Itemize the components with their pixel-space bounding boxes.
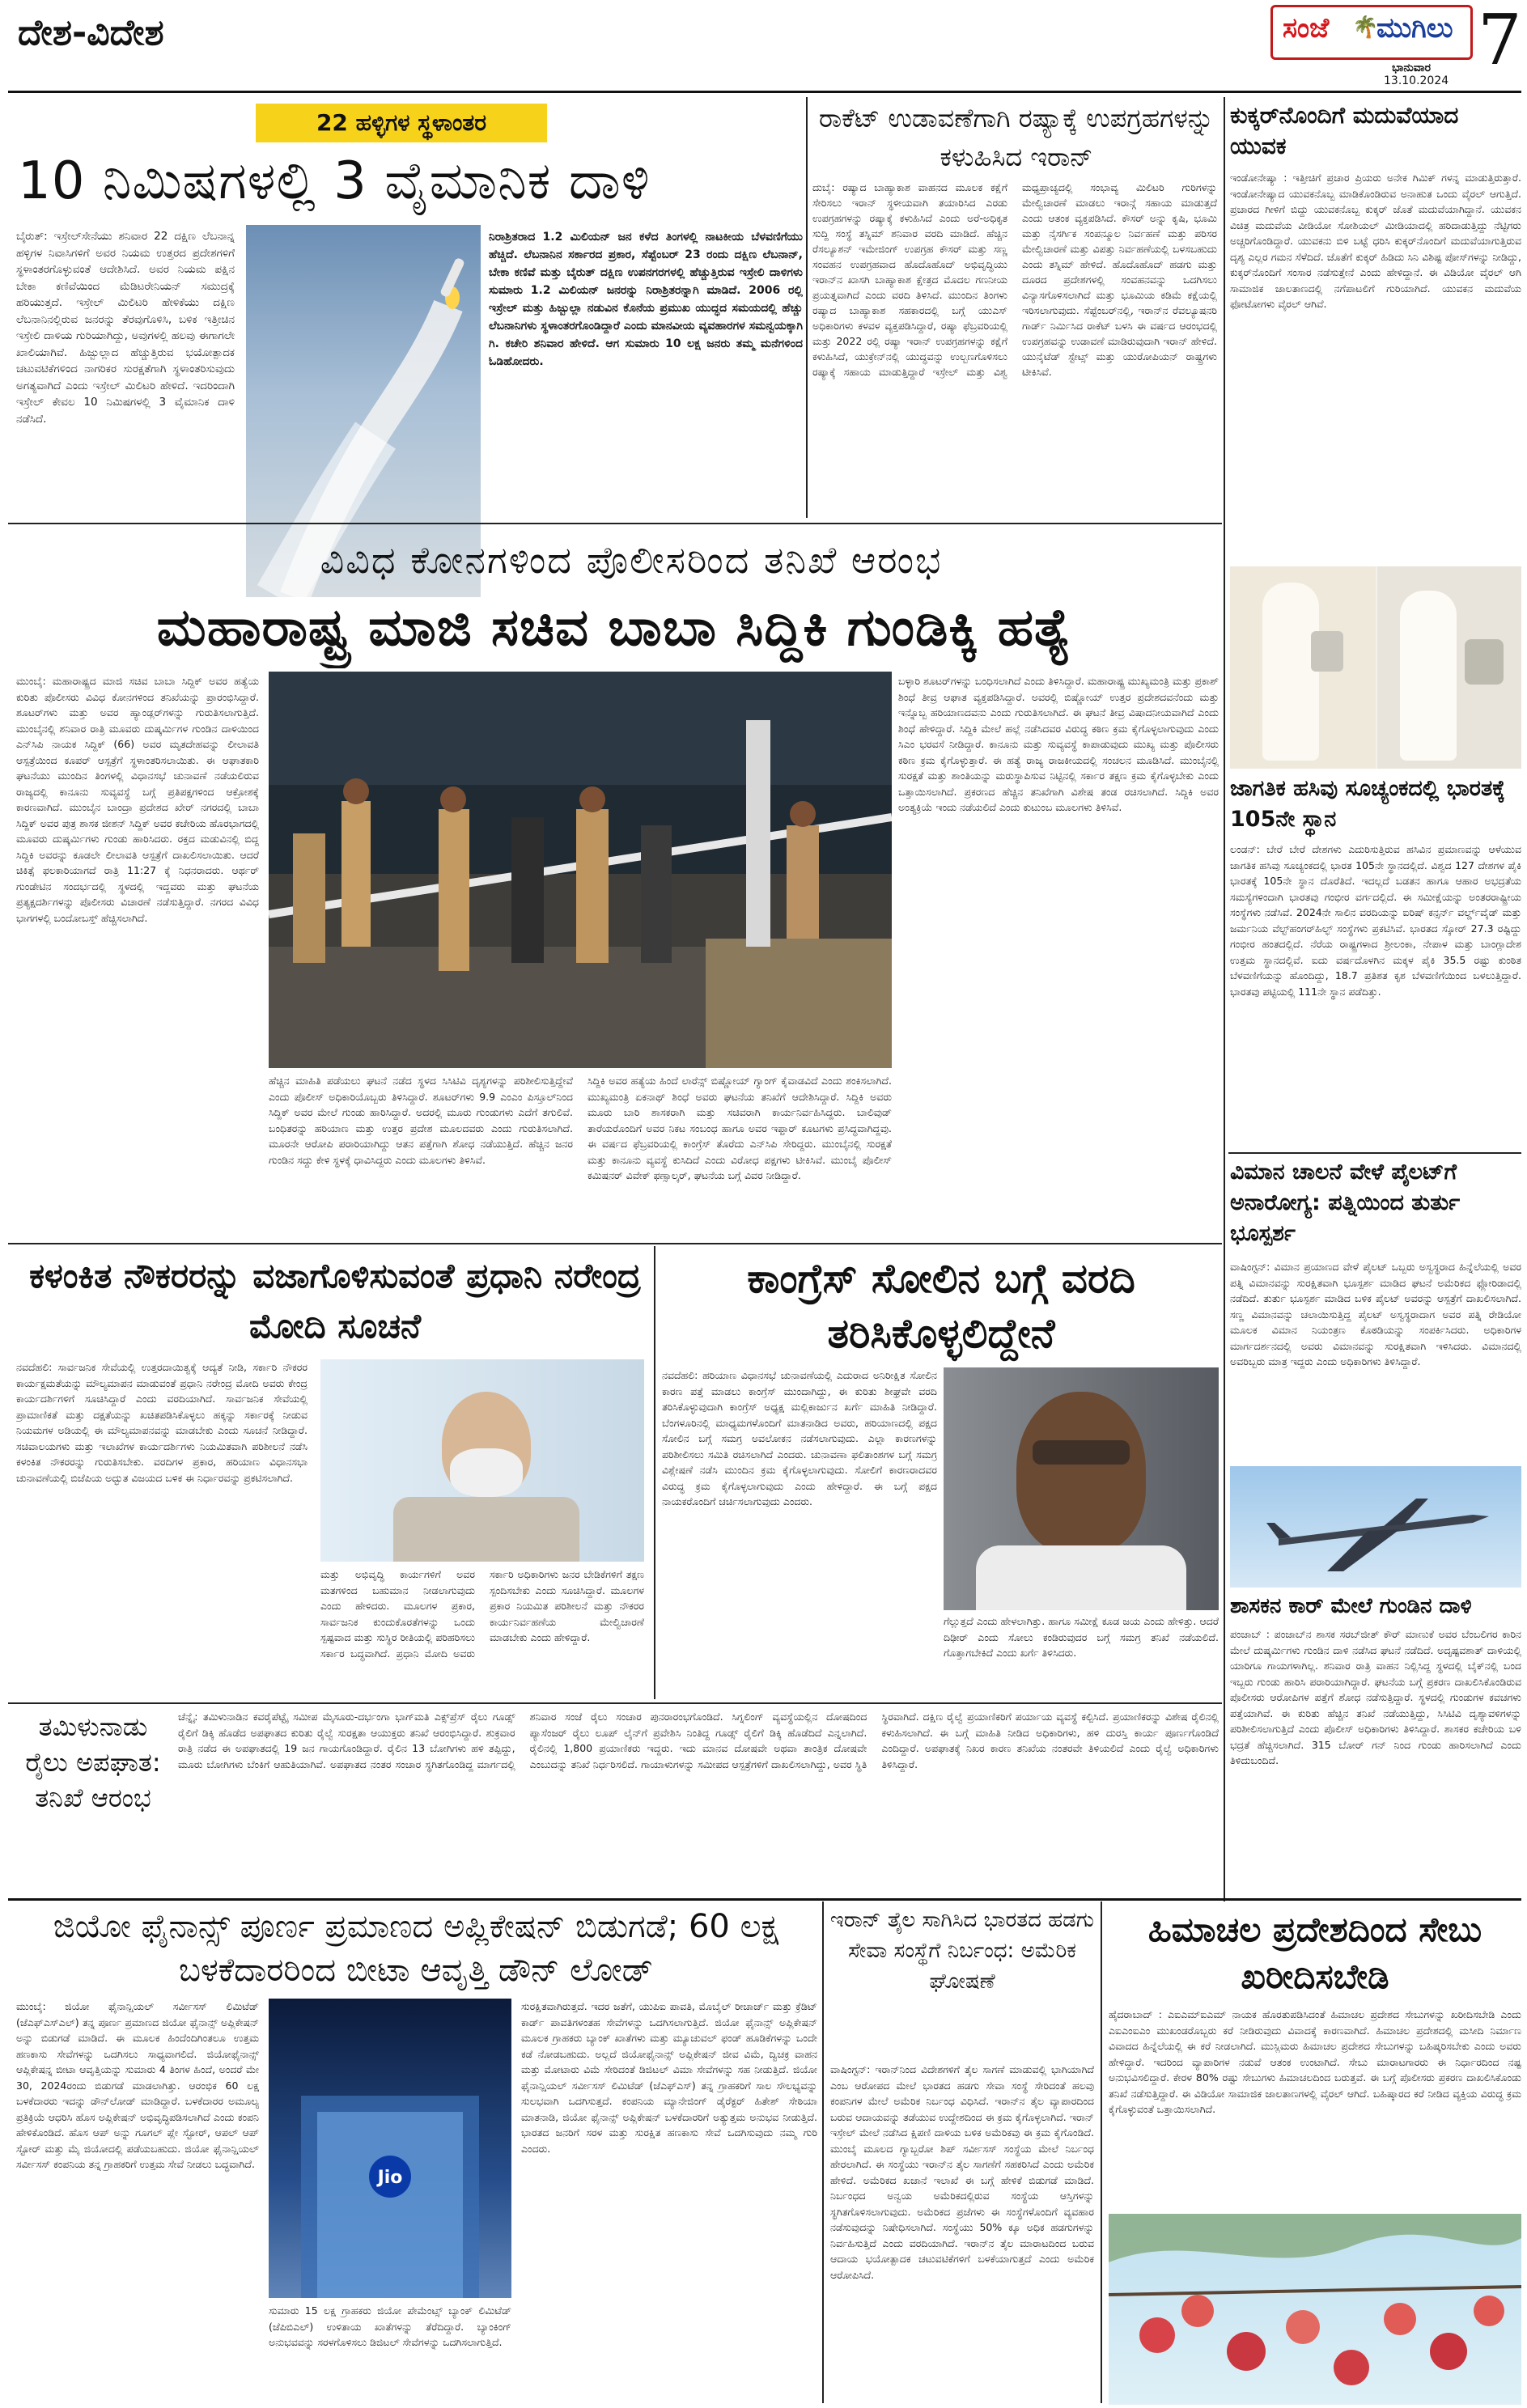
masthead <box>1270 5 1523 87</box>
a13-body: ಹೈದರಾಬಾದ್ : ಎಐಎಮ್‌ಐಎಮ್ ನಾಯಕ ಹೊರತುಪಡಿಸಿದಂತೆ ಹಿಮಾಚಲ ಪ್ರದೇಶದ ಸೇಬುಗಳನ್ನು ಖರೀದಿಸಬೇಡಿ ಎಂದು ಎಐಎಂಐಎಂ ಮುಖಂಡರೊಬ್ಬರು ಕರೆ ನೀಡಿರುವುದು ವಿವಾದಕ್ಕೆ ಕಾರಣವಾಗಿದೆ. ಹಿಮಾಚಲ ಪ್ರದೇಶದಲ್ಲಿ ಮಸೀದಿ ನಿರ್ಮಾಣ ವಿವಾದದ ಹಿನ್ನೆಲೆಯಲ್ಲಿ ಈ ಕರೆ ನೀಡಲಾಗಿದೆ. ಮುಸ್ಲಿಮರು ಹಿಮಾಚಲ ಪ್ರದೇಶದ ಸೇಬುಗಳನ್ನು ಬಹಿಷ್ಕರಿಸಬೇಕು ಎಂದು ಅವರು ಹೇಳಿದ್ದಾರೆ. ಇದರಿಂದ ವ್ಯಾಪಾರಿಗಳ ನಡುವೆ ಆತಂಕ ಉಂಟಾಗಿದೆ. ಸೇಬು ಮಾರಾಟಗಾರರು ಈ ನಿರ್ಧಾರದಿಂದ ನಷ್ಟ ಅನುಭವಿಸಲಿದ್ದಾರೆ. ಕೇರಳ 80% ರಷ್ಟು ಸೇಬುಗಳು ಹಿಮಾಚಲದಿಂದ ಬರುತ್ತವೆ. ಈ ಬಗ್ಗೆ ಪೊಲೀಸರು ಪ್ರಕರಣ ದಾಖಲಿಸಿಕೊಂಡು ತನಿಖೆ ನಡೆಸುತ್ತಿದ್ದಾರೆ. ಈ ವಿಡಿಯೋ ಸಾಮಾಜಿಕ ಜಾಲತಾಣಗಳಲ್ಲಿ ವೈರಲ್ ಆಗಿದೆ. ಬಹಿಷ್ಕಾರದ ಕರೆ ನೀಡಿದ ವ್ಯಕ್ತಿಯ ವಿರುದ್ಧ ಕ್ರಮ ಕೈಗೊಳ್ಳುವಂತೆ ಒತ್ತಾಯಿಸಲಾಗಿದೆ. <box>1109 2008 1521 2115</box>
a6-body: ಪಂಜಾಬ್ : ಪಂಜಾಬ್‌ನ ಶಾಸಕ ಸರಬ್‌ಜೀತ್ ಕೌರ್ ಮಾಣುಕೆ ಅವರ ಬೆಂಬಲಿಗರ ಕಾರಿನ ಮೇಲೆ ದುಷ್ಕರ್ಮಿಗಳು ಗುಂಡಿನ ದಾಳಿ ನಡೆಸಿದ ಘಟನೆ ನಡೆದಿದೆ. ಅದೃಷ್ಟವಶಾತ್ ದಾಳಿಯಲ್ಲಿ ಯಾರಿಗೂ ಗಾಯಗಳಾಗಿಲ್ಲ. ಶನಿವಾರ ರಾತ್ರಿ ವಾಹನ ನಿಲ್ಲಿಸಿದ್ದ ಸ್ಥಳದಲ್ಲಿ ಬೈಕ್‌ನಲ್ಲಿ ಬಂದ ಇಬ್ಬರು ಗುಂಡು ಹಾರಿಸಿ ಪರಾರಿಯಾಗಿದ್ದಾರೆ. ಘಟನೆಯ ಬಗ್ಗೆ ಪ್ರಕರಣ ದಾಖಲಿಸಿಕೊಂಡಿರುವ ಪೊಲೀಸರು ಆರೋಪಿಗಳ ಪತ್ತೆಗೆ ಶೋಧ ನಡೆಸುತ್ತಿದ್ದಾರೆ. ಸ್ಥಳದಲ್ಲಿ ಗುಂಡುಗಳ ಕವಚಗಳು ಪತ್ತೆಯಾಗಿವೆ. ಈ ಕುರಿತು ಹೆಚ್ಚಿನ ತನಿಖೆ ನಡೆಯುತ್ತಿದ್ದು, ಸಿಸಿಟಿವಿ ದೃಶ್ಯಾವಳಿಗಳನ್ನು ಪರಿಶೀಲಿಸಲಾಗುತ್ತಿದೆ ಎಂದು ಪೊಲೀಸ್ ಅಧಿಕಾರಿಗಳು ತಿಳಿಸಿದ್ದಾರೆ. ಶಾಸಕರ ಕಚೇರಿಯ ಬಳಿ ಭದ್ರತೆ ಹೆಚ್ಚಿಸಲಾಗಿದೆ. 315 ಬೋರ್ ಗನ್ ನಿಂದ ಗುಂಡು ಹಾರಿಸಲಾಗಿದೆ ಎಂದು ತಿಳಿದುಬಂದಿದೆ. <box>1230 1628 1521 1766</box>
a1-headline: 10 ನಿಮಿಷಗಳಲ್ಲಿ 3 ವೈಮಾನಿಕ ದಾಳಿ <box>18 151 651 211</box>
a5-headline: ವಿಮಾನ ಚಾಲನೆ ವೇಳೆ ಪೈಲಟ್‌ಗೆ ಅನಾರೋಗ್ಯ: ಪತ್ನಿಯಿಂದ ತುರ್ತು ಭೂಸ್ಪರ್ಶ <box>1230 1159 1461 1246</box>
date-label: 13.10.2024 <box>1384 74 1449 87</box>
a1-body-right: ನಿರಾಶ್ರಿತರಾದ 1.2 ಮಿಲಿಯನ್ ಜನ ಕಳೆದ ತಿಂಗಳಲ್ಲಿ ನಾಟಕೀಯ ಬೆಳವಣಿಗೆಯು ಹೆಚ್ಚಿದೆ. ಲೆಬನಾನಿನ ಸರ್ಕಾರದ ಪ್ರಕಾರ, ಸೆಪ್ಟೆಂಬರ್ 23 ರಂದು ದಕ್ಷಿಣ ಲೆಬನಾನ್, ಬೇಕಾ ಕಣಿವೆ ಮತ್ತು ಬೈರುತ್ ದಕ್ಷಿಣ ಉಪನಗರಗಳಲ್ಲಿ ಹೆಚ್ಚುತ್ತಿರುವ ಇಸ್ರೇಲಿ ದಾಳಿಗಳು ಸುಮಾರು 1.2 ಮಿಲಿಯನ್ ಜನರನ್ನು ನಿರಾಶ್ರಿತರನ್ನಾಗಿ ಮಾಡಿದೆ. 2006 ರಲ್ಲಿ ಇಸ್ರೇಲ್ ಮತ್ತು ಹಿಜ್ಬುಲ್ಲಾ ನಡುವಿನ ಕೊನೆಯ ಪ್ರಮುಖ ಯುದ್ಧದ ಸಮಯದಲ್ಲಿ ಹೆಚ್ಚು ಲೆಬನಾನಿಗಳು ಸ್ಥಳಾಂತರಗೊಂಡಿದ್ದಾರೆ ಎಂದು ಮಾನವೀಯ ವ್ಯವಹಾರಗಳ ಸಮನ್ವಯಕ್ಕಾಗಿ ಗಿ. ಕಚೇರಿ ಶನಿವಾರ ಹೇಳಿದೆ. ಆಗ ಸುಮಾರು 10 ಲಕ್ಷ ಜನರು ತಮ್ಮ ಮನೆಗಳಿಂದ ಓಡಿಹೋದರು. <box>489 231 803 368</box>
airplane-photo <box>1230 1466 1521 1588</box>
a9-headline: ಕಾಂಗ್ರೆಸ್ ಸೋಲಿನ ಬಗ್ಗೆ ವರದಿ ತರಿಸಿಕೊಳ್ಳಲಿದ್ದೇನೆ <box>747 1255 1135 1357</box>
page-number: 7 <box>1478 5 1522 81</box>
a12-headline: ಇರಾನ್ ತೈಲ ಸಾಗಿಸಿದ ಭಾರತದ ಹಡಗು ಸೇವಾ ಸಂಸ್ಥೆಗೆ ನಿರ್ಬಂಧ: ಅಮೆರಿಕ ಘೋಷಣೆ <box>829 1908 1095 1994</box>
a3-body: ಇಂಡೋನೇಷ್ಯಾ : ಇತ್ತೀಚಿಗೆ ಪ್ರಚಾರ ಪ್ರಿಯರು ಅನೇಕ ಗಿಮಿಕ್ ಗಳನ್ನ ಮಾಡುತ್ತಿರುತ್ತಾರೆ. ಇಂಡೋನೇಷ್ಯಾದ ಯುವಕನೊಬ್ಬ ಮಾಡಿಕೊಂಡಿರುವ ಅನಾಹುತ ಒಂದು ವೈರಲ್ ಆಗುತ್ತಿದೆ. ಪ್ರಚಾರದ ಗೀಳಿಗೆ ಬಿದ್ದು ಯುವಕನೊಬ್ಬ ಕುಕ್ಕರ್ ಜೊತೆ ಮದುವೆಯಾಗಿದ್ದಾನೆ. ಯುವಕನ ವಿಚಿತ್ರ ಮದುವೆಯ ವೀಡಿಯೋ ಸೋಶಿಯಲ್ ಮೀಡಿಯಾದಲ್ಲಿ ಹರಿದಾಡುತ್ತಿದ್ದು ನೆಟ್ಟಿಗರು ಅಚ್ಚರಿಗೊಂಡಿದ್ದಾರೆ. ಯುವಕನು ಬಿಳಿ ಬಟ್ಟೆ ಧರಿಸಿ ಕುಕ್ಕರ್‌ನೊಂದಿಗೆ ಮದುವೆಯಾಗುತ್ತಿರುವ ದೃಶ್ಯ ಎಲ್ಲರ ಗಮನ ಸೆಳೆದಿದೆ. ಜೊತೆಗೆ ಕುಕ್ಕರ್ ಹಿಡಿದು ಸಿನಿ ವಿಶಿಷ್ಟ ಪೋಸ್‌ಗಳನ್ನು ನೀಡಿದ್ದು, ಕುಕ್ಕರ್‌ನೊಂದಿಗೆ ಸಂಸಾರ ನಡೆಸುತ್ತೇನೆ ಎಂದು ಹೇಳಿದ್ದಾನೆ. ಈ ವಿಡಿಯೋ ವೈರಲ್ ಆಗಿ ಸಾಮಾಜಿಕ ಜಾಲತಾಣದಲ್ಲಿ ನಗೆಪಾಟಲಿಗೆ ಗುರಿಯಾಗಿದೆ. ಯುವಕನ ಮದುವೆಯ ಫೋಟೋಗಳು ವೈರಲ್ ಆಗಿವೆ. <box>1230 172 1521 310</box>
a11-body-mid: ಸುರಕ್ಷಿತವಾಗಿರುತ್ತದೆ. ಇದರ ಜತೆಗೆ, ಯುಪಿಐ ಪಾವತಿ, ಮೊಬೈಲ್ ರೀಚಾರ್ಜ್ ಮತ್ತು ಕ್ರೆಡಿಟ್ ಕಾರ್ಡ್ ಪಾವತಿಗಳಂತಹ ಸೇವೆಗಳನ್ನು ಒದಗಿಸಲಾಗುತ್ತಿದೆ. ಜಿಯೋ ಫೈನಾನ್ಸ್ ಅಪ್ಲಿಕೇಷನ್ ಮೂಲಕ ಗ್ರಾಹಕರು ಬ್ಯಾಂಕ್ ಖಾತೆಗಳು ಮತ್ತು ಮ್ಯೂಚುವಲ್ ಫಂಡ್ ಹೂಡಿಕೆಗಳನ್ನು ಒಂದೇ ಕಡೆ ನೋಡಬಹುದು. ಅಲ್ಲದೆ ಜಿಯೋಫೈನಾನ್ಸ್ ಅಪ್ಲಿಕೇಷನ್ ಜೀವ ವಿಮೆ, ದ್ವಿಚಕ್ರ ವಾಹನ ಮತ್ತು ಮೋಟಾರು ವಿಮೆ ಸೇರಿದಂತೆ ಡಿಜಿಟಲ್ ವಿಮಾ ಸೇವೆಗಳನ್ನು ಸಹ ನೀಡುತ್ತಿದೆ. ಜಿಯೋ ಫೈನಾನ್ಷಿಯಲ್ ಸರ್ವೀಸಸ್ ಲಿಮಿಟೆಡ್ (ಜೆಎಫ್ಎಸ್) ತನ್ನ ಗ್ರಾಹಕರಿಗೆ ಸಾಲ ಸೌಲಭ್ಯವನ್ನು ಸುಲಭವಾಗಿ ಒದಗಿಸುತ್ತದೆ. ಕಂಪನಿಯ ಮ್ಯಾನೇಜಿಂಗ್ ಡೈರೆಕ್ಟರ್ ಹಿತೇಶ್ ಸೇಠಿಯಾ ಮಾತನಾಡಿ, ಜಿಯೋ ಫೈನಾನ್ಸ್ ಅಪ್ಲಿಕೇಷನ್ ಬಳಕೆದಾರರಿಗೆ ಅತ್ಯುತ್ತಮ ಅನುಭವ ನೀಡುತ್ತಿದೆ. ಭಾರತದ ಜನರಿಗೆ ಸರಳ ಮತ್ತು ಸುರಕ್ಷಿತ ಹಣಕಾಸು ಸೇವೆ ಒದಗಿಸುವುದು ನಮ್ಮ ಗುರಿ ಎಂದರು. <box>521 2000 817 2155</box>
a1-body-left: ಬೈರುತ್: ಇಸ್ರೇಲ್‌ಸೇನೆಯು ಶನಿವಾರ 22 ದಕ್ಷಿಣ ಲೆಬನಾನ್ನ ಹಳ್ಳಿಗಳ ನಿವಾಸಿಗಳಿಗೆ ಅವರ ನಿಯಮ ಉತ್ತರದ ಪ್ರದೇಶಗಳಿಗೆ ಸ್ಥಳಾಂತರಗೊಳ್ಳುವಂತೆ ಆದೇಶಿಸಿದೆ. ಅವರ ನಿಯಮ ಪಕ್ಷಿನ ಬೇಕಾ ಕಣಿವೆಯಿಂದ ಮೆಡಿಟರೇನಿಯನ್ ಸಮುದ್ರಕ್ಕೆ ಹರಿಯುತ್ತದೆ. ಇಸ್ರೇಲ್ ಮಿಲಿಟರಿ ಹೇಳಿಕೆಯು ದಕ್ಷಿಣ ಲೆಬನಾನಿನಲ್ಲಿರುವ ಜನರನ್ನು ತೆರವುಗೊಳಿಸಿ, ಬಳಿಕ ಇತ್ತೀಚಿನ ಇಸ್ರೇಲಿ ದಾಳಿಯ ಗುರಿಯಾಗಿದ್ದು, ಅವುಗಳಲ್ಲಿ ಹಲವು ಈಗಾಗಲೇ ಖಾಲಿಯಾಗಿವೆ. ಹಿಜ್ಬುಲ್ಲಾದ ಹೆಚ್ಚುತ್ತಿರುವ ಭಯೋತ್ಪಾದಕ ಚಟುವಟಿಕೆಗಳಿಂದ ನಾಗರಿಕರ ಸುರಕ್ಷತೆಗಾಗಿ ಸ್ಥಳಾಂತರಿಸುವುದು ಅಗತ್ಯವಾಗಿದೆ ಎಂದು ಇಸ್ರೇಲ್ ಮಿಲಿಟರಿ ಹೇಳಿದೆ. ಇದರಿಂದಾಗಿ ಇಸ್ರೇಲ್ ಕೇವಲ 10 ನಿಮಿಷಗಳಲ್ಲಿ 3 ವೈಮಾನಿಕ ದಾಳಿ ನಡೆಸಿದೆ. <box>16 230 235 426</box>
a1-kicker: 22 ಹಳ್ಳಿಗಳ ಸ್ಥಳಾಂತರ <box>256 104 547 142</box>
day-label: ಭಾನುವಾರ <box>1392 61 1432 74</box>
jio-building-photo <box>269 1999 511 2298</box>
a7-body-left: ಮುಂಬೈ: ಮಹಾರಾಷ್ಟ್ರದ ಮಾಜಿ ಸಚಿವ ಬಾಬಾ ಸಿದ್ದಿಕ್ ಅವರ ಹತ್ಯೆಯ ಕುರಿತು ಪೊಲೀಸರು ವಿವಿಧ ಕೋನಗಳಿಂದ ತನಿಖೆಯನ್ನು ಪ್ರಾರಂಭಿಸಿದ್ದಾರೆ. ಶೂಟರ್‌ಗಳು ಮತ್ತು ಅವರ ಹ್ಯಾಂಡ್ಲರ್‌ಗಳನ್ನು ಗುರುತಿಸಲಾಗುತ್ತಿದೆ. ಮುಂಬೈನಲ್ಲಿ ಶನಿವಾರ ರಾತ್ರಿ ಮೂವರು ದುಷ್ಕರ್ಮಿಗಳ ಗುಂಡಿನ ದಾಳಿಯಿಂದ ಎನ್‌ಸಿಪಿ ನಾಯಕ ಸಿದ್ದಿಕ್ (66) ಅವರ ಮೃತದೇಹವನ್ನು ಲೀಲಾವತಿ ಆಸ್ಪತ್ರೆಯಿಂದ ಕೂಪರ್ ಆಸ್ಪತ್ರೆಗೆ ಸ್ಥಳಾಂತರಿಸಲಾಯಿತು. ಈ ಆಘಾತಕಾರಿ ಘಟನೆಯು ಮುಂದಿನ ತಿಂಗಳಲ್ಲಿ ವಿಧಾನಸಭೆ ಚುನಾವಣೆ ನಡೆಯಲಿರುವ ರಾಜ್ಯದಲ್ಲಿ ಕಾನೂನು ಸುವ್ಯವಸ್ಥೆ ಬಗ್ಗೆ ಪ್ರತಿಪಕ್ಷಗಳಿಂದ ಆಕ್ರೋಶಕ್ಕೆ ಕಾರಣವಾಗಿದೆ. ಮುಂಬೈನ ಬಾಂದ್ರಾ ಪ್ರದೇಶದ ಖೇರ್ ನಗರದಲ್ಲಿ ಬಾಬಾ ಸಿದ್ದಿಕ್ ಅವರ ಪುತ್ರ ಶಾಸಕ ಜೀಶನ್ ಸಿದ್ದಿಕ್ ಅವರ ಕಚೇರಿಯ ಹೊರಭಾಗದಲ್ಲಿ ಮೂವರು ದುಷ್ಕರ್ಮಿಗಳು ಗುಂಡು ಹಾರಿಸಿದರು. ರಕ್ತದ ಮಡುವಿನಲ್ಲಿ ಬಿದ್ದ ಸಿದ್ದಿಕಿ ಅವರನ್ನು ಕೂಡಲೇ ಲೀಲಾವತಿ ಆಸ್ಪತ್ರೆಗೆ ದಾಖಲಿಸಲಾಯಿತು. ಆದರೆ ಚಿಕಿತ್ಸೆ ಫಲಕಾರಿಯಾಗದೆ ರಾತ್ರಿ 11:27 ಕ್ಕೆ ನಿಧನರಾದರು. ಆರ್ಥರ್ ಗುಂಡೇಟಿನ ಸಂದರ್ಭದಲ್ಲಿ ಸ್ಥಳದಲ್ಲಿ ಇದ್ದವರು ಮತ್ತು ಘಟನೆಯ ಪ್ರತ್ಯಕ್ಷದರ್ಶಿಗಳನ್ನು ಪೊಲೀಸರು ವಿಚಾರಣೆ ನಡೆಸುತ್ತಿದ್ದಾರೆ. ನಗರದ ವಿವಿಧ ಭಾಗಗಳಲ್ಲಿ ಬಂದೋಬಸ್ತ್ ಹೆಚ್ಚಿಸಲಾಗಿದೆ. <box>16 675 259 924</box>
kharge-photo <box>944 1367 1219 1610</box>
section-title: ದೇಶ-ವಿದೇಶ <box>18 12 164 53</box>
a9-body-bottom: ಗೆಲ್ಲುತ್ತದೆ ಎಂದು ಹೇಳಲಾಗಿತ್ತು. ಹಾಗೂ ಸಮೀಕ್ಷೆ ಕೂಡ ಜಯ ಎಂದು ಹೇಳಿತ್ತು. ಆದರೆ ದಿಢೀರ್ ಎಂದು ಸೋಲು ಕಂಡಿರುವುದರ ಬಗ್ಗೆ ಸಮಗ್ರ ತನಿಖೆ ನಡೆಯಲಿದೆ. ಗೊತ್ತಾಗಬೇಕಿದೆ ಎಂದು ಖರ್ಗೆ ತಿಳಿಸಿದರು. <box>944 1615 1219 1659</box>
a2-body: ದುಬೈ: ರಷ್ಯಾದ ಬಾಹ್ಯಾಕಾಶ ವಾಹನದ ಮೂಲಕ ಕಕ್ಷೆಗೆ ಸೇರಿಸಲು ಇರಾನ್ ಸ್ಥಳೀಯವಾಗಿ ತಯಾರಿಸಿದ ಎರಡು ಉಪಗ್ರಹಗಳನ್ನು ರಷ್ಯಾಕ್ಕೆ ಕಳುಹಿಸಿದೆ ಎಂದು ಅರೆ-ಅಧಿಕೃತ ಸುದ್ದಿ ಸಂಸ್ಥೆ ತಸ್ನಿಮ್ ಶನಿವಾರ ವರದಿ ಮಾಡಿದೆ. ಹೆಚ್ಚಿನ ರೆಸಲ್ಯೂಶನ್ ಇಮೇಜಿಂಗ್ ಉಪಗ್ರಹ ಕೌಸರ್ ಮತ್ತು ಸಣ್ಣ ಸಂವಹನ ಉಪಗ್ರಹವಾದ ಹೊದೊಹೊದ್ ಅಭಿವೃದ್ಧಿಯು ಇರಾನ್‌ನ ಖಾಸಗಿ ಬಾಹ್ಯಾಕಾಶ ಕ್ಷೇತ್ರದ ಮೊದಲ ಗಣನೀಯ ಪ್ರಯತ್ನವಾಗಿದೆ ಎಂದು ವರದಿ ತಿಳಿಸಿದೆ. ಮುಂದಿನ ತಿಂಗಳು ರಷ್ಯಾದ ಬಾಹ್ಯಾಕಾಶ ಸಹಕಾರದಲ್ಲಿ ಬಗ್ಗೆ ಯುಎಸ್ ಅಧಿಕಾರಿಗಳು ಕಳವಳ ವ್ಯಕ್ತಪಡಿಸಿದ್ದಾರೆ, ರಷ್ಯಾ ಫೆಬ್ರವರಿಯಲ್ಲಿ ಮತ್ತು 2022 ರಲ್ಲಿ ರಷ್ಯಾ ಇರಾನ್ ಉಪಗ್ರಹಗಳನ್ನು ಕಕ್ಷೆಗೆ ಕಳುಹಿಸಿದೆ, ಯುಕ್ರೇನ್‌ನಲ್ಲಿ ಯುದ್ಧವನ್ನು ಉಲ್ಬಣಗೊಳಿಸಲು ರಷ್ಯಾಕ್ಕೆ ಸಹಾಯ ಮಾಡುತ್ತಿದ್ದಾರೆ ಇಸ್ರೇಲ್ ಮತ್ತು ವಿಶ್ವ ಮಧ್ಯಪ್ರಾಚ್ಯದಲ್ಲಿ ಸಂಭಾವ್ಯ ಮಿಲಿಟರಿ ಗುರಿಗಳನ್ನು ಮೇಲ್ವಿಚಾರಣೆ ಮಾಡಲು ಇರಾನ್ಗೆ ಸಹಾಯ ಮಾಡುತ್ತದೆ ಎಂದು ಆತಂಕ ವ್ಯಕ್ತಪಡಿಸಿದೆ. ಕೌಸರ್ ಅನ್ನು ಕೃಷಿ, ಭೂಮಿ ಮತ್ತು ನೈಸರ್ಗಿಕ ಸಂಪನ್ಮೂಲ ನಿರ್ವಹಣೆ ಮತ್ತು ಪರಿಸರ ಮೇಲ್ವಿಚಾರಣೆ ಮತ್ತು ವಿಪತ್ತು ನಿರ್ವಹಣೆಯಲ್ಲಿ ಬಳಸಬಹುದು ಎಂದು ತಸ್ನಿಮ್ ಹೇಳಿದೆ. ಹೊದೊಹೊದ್ ಹಡಗು ಮತ್ತು ದೂರದ ಪ್ರದೇಶಗಳಲ್ಲಿ ಸಂವಹನವನ್ನು ಒದಗಿಸಲು ವಿನ್ಯಾಸಗೊಳಿಸಲಾಗಿದೆ ಮತ್ತು ಭೂಮಿಯ ಕಡಿಮೆ ಕಕ್ಷೆಯಲ್ಲಿ ಇರಿಸಲಾಗುವುದು. ಸೆಪ್ಟೆಂಬರ್‌ನಲ್ಲಿ, ಇರಾನ್‌ನ ರೆವಲ್ಯೂಷನರಿ ಗಾರ್ಡ್ ನಿರ್ಮಿಸಿದ ರಾಕೆಟ್ ಬಳಸಿ ಈ ವರ್ಷದ ಆರಂಭದಲ್ಲಿ ಉಪಗ್ರಹವನ್ನು ಉಡಾವಣೆ ಮಾಡಿರುವುದಾಗಿ ಇರಾನ್ ಹೇಳಿದೆ. ಯುನೈಟೆಡ್ ಸ್ಟೇಟ್ಸ್ ಮತ್ತು ಯುರೋಪಿಯನ್ ರಾಷ್ಟ್ರಗಳು ಟೀಕಿಸಿವೆ. <box>812 181 1217 378</box>
a7-body-mid: ಹೆಚ್ಚಿನ ಮಾಹಿತಿ ಪಡೆಯಲು ಘಟನೆ ನಡೆದ ಸ್ಥಳದ ಸಿಸಿಟಿವಿ ದೃಶ್ಯಗಳನ್ನು ಪರಿಶೀಲಿಸುತ್ತಿದ್ದೇವೆ ಎಂದು ಪೊಲೀಸ್ ಅಧಿಕಾರಿಯೊಬ್ಬರು ತಿಳಿಸಿದ್ದಾರೆ. ಶೂಟರ್‌ಗಳು 9.9 ಎಂಎಂ ಪಿಸ್ತೂಲ್‌ನಿಂದ ಸಿದ್ದಿಕ್ ಅವರ ಮೇಲೆ ಗುಂಡು ಹಾರಿಸಿದ್ದಾರೆ. ಅದರಲ್ಲಿ ಮೂರು ಗುಂಡುಗಳು ಎದೆಗೆ ತಗುಲಿವೆ. ಬಂಧಿತರನ್ನು ಹರಿಯಾಣ ಮತ್ತು ಉತ್ತರ ಪ್ರದೇಶ ಮೂಲದವರು ಎಂದು ಗುರುತಿಸಲಾಗಿದೆ. ಮೂರನೇ ಆರೋಪಿ ಪರಾರಿಯಾಗಿದ್ದು ಆತನ ಪತ್ತೆಗಾಗಿ ಶೋಧ ನಡೆಯುತ್ತಿದೆ. ಹೆಚ್ಚಿನ ಜನರ ಗುಂಡಿನ ಸದ್ದು ಕೇಳಿ ಸ್ಥಳಕ್ಕೆ ಧಾವಿಸಿದ್ದರು ಎಂದು ಮೂಲಗಳು ತಿಳಿಸಿವೆ. ಸಿದ್ದಿಕಿ ಅವರ ಹತ್ಯೆಯ ಹಿಂದೆ ಲಾರೆನ್ಸ್ ಬಿಷ್ಣೋಯ್ ಗ್ಯಾಂಗ್ ಕೈವಾಡವಿದೆ ಎಂದು ಶಂಕಿಸಲಾಗಿದೆ. ಮುಖ್ಯಮಂತ್ರಿ ಏಕನಾಥ್ ಶಿಂಧೆ ಅವರು ಘಟನೆಯ ತನಿಖೆಗೆ ಆದೇಶಿಸಿದ್ದಾರೆ. ಸಿದ್ದಿಕಿ ಅವರು ಮೂರು ಬಾರಿ ಶಾಸಕರಾಗಿ ಮತ್ತು ಸಚಿವರಾಗಿ ಕಾರ್ಯನಿರ್ವಹಿಸಿದ್ದರು. ಬಾಲಿವುಡ್ ತಾರೆಯರೊಂದಿಗೆ ಅವರ ನಿಕಟ ಸಂಬಂಧ ಹಾಗೂ ಅವರ ಇಫ್ತಾರ್ ಕೂಟಗಳು ಪ್ರಸಿದ್ಧವಾಗಿದ್ದವು. ಈ ವರ್ಷದ ಫೆಬ್ರವರಿಯಲ್ಲಿ ಕಾಂಗ್ರೆಸ್ ತೊರೆದು ಎನ್‌ಸಿಪಿ ಸೇರಿದ್ದರು. ಮುಂಬೈನಲ್ಲಿ ಸುರಕ್ಷತೆ ಮತ್ತು ಕಾನೂನು ವ್ಯವಸ್ಥೆ ಕುಸಿದಿದೆ ಎಂದು ವಿರೋಧ ಪಕ್ಷಗಳು ಟೀಕಿಸಿವೆ. ಮುಂಬೈ ಪೊಲೀಸ್ ಕಮಿಷನರ್ ವಿವೇಕ್ ಫಣ್ಸಾಲ್ಕರ್, ಘಟನೆಯ ಬಗ್ಗೆ ವಿವರ ನೀಡಿದ್ದಾರೆ. <box>269 1075 892 1181</box>
a10-headline: ತಮಿಳುನಾಡು ರೈಲು ಅಪಘಾತ: ತನಿಖೆ ಆರಂಭ <box>25 1711 161 1813</box>
a5-body: ವಾಷಿಂಗ್ಟನ್: ವಿಮಾನ ಪ್ರಯಾಣದ ವೇಳೆ ಪೈಲಟ್ ಒಬ್ಬರು ಅಸ್ವಸ್ಥರಾದ ಹಿನ್ನೆಲೆಯಲ್ಲಿ ಅವರ ಪತ್ನಿ ವಿಮಾನವನ್ನು ಸುರಕ್ಷಿತವಾಗಿ ಭೂಸ್ಪರ್ಶ ಮಾಡಿದ ಘಟನೆ ಅಮೆರಿಕದ ಫ್ಲೋರಿಡಾದಲ್ಲಿ ನಡೆದಿದೆ. ತುರ್ತು ಭೂಸ್ಪರ್ಶ ಮಾಡಿದ ಬಳಿಕ ಪೈಲಟ್ ಅವರನ್ನು ಆಸ್ಪತ್ರೆಗೆ ದಾಖಲಿಸಲಾಗಿದೆ. ಸಣ್ಣ ವಿಮಾನವನ್ನು ಚಲಾಯಿಸುತ್ತಿದ್ದ ಪೈಲಟ್ ಅಸ್ವಸ್ಥರಾದಾಗ ಅವರ ಪತ್ನಿ ರೇಡಿಯೋ ಮೂಲಕ ವಿಮಾನ ನಿಯಂತ್ರಣ ಕೊಠಡಿಯನ್ನು ಸಂಪರ್ಕಿಸಿದರು. ಅಧಿಕಾರಿಗಳ ಮಾರ್ಗದರ್ಶನದಲ್ಲಿ ಅವರು ವಿಮಾನವನ್ನು ಸುರಕ್ಷಿತವಾಗಿ ಇಳಿಸಿದರು. ವಿಮಾನದಲ್ಲಿ ಅವರಿಬ್ಬರು ಮಾತ್ರ ಇದ್ದರು ಎಂದು ಅಧಿಕಾರಿಗಳು ತಿಳಿಸಿದ್ದಾರೆ. <box>1230 1261 1521 1367</box>
palm-tree-icon: 🌴 <box>1352 15 1379 40</box>
a8-body-right: ಮತ್ತು ಅಭಿವೃದ್ಧಿ ಕಾರ್ಯಗಳಿಗೆ ಅವರ ಮತಗಳಿಂದ ಬಹುಮಾನ ನೀಡಲಾಗುವುದು ಎಂದು ಹೇಳಿದರು. ಮೂಲಗಳ ಪ್ರಕಾರ, ಸಾರ್ವಜನಿಕ ಕುಂದುಕೊರತೆಗಳನ್ನು ಒಂದು ಸ್ಪಷ್ಟವಾದ ಮತ್ತು ಸುಸ್ಥಿರ ರೀತಿಯಲ್ಲಿ ಪರಿಹರಿಸಲು ಸರ್ಕಾರ ಬದ್ಧವಾಗಿದೆ. ಪ್ರಧಾನಿ ಮೋದಿ ಅವರು ಸರ್ಕಾರಿ ಅಧಿಕಾರಿಗಳು ಜನರ ಬೇಡಿಕೆಗಳಿಗೆ ತಕ್ಷಣ ಸ್ಪಂದಿಸಬೇಕು ಎಂದು ಸೂಚಿಸಿದ್ದಾರೆ. ಮೂಲಗಳ ಪ್ರಕಾರ ನಿಯಮಿತ ಪರಿಶೀಲನೆ ಮತ್ತು ನೌಕರರ ಕಾರ್ಯನಿರ್ವಹಣೆಯ ಮೇಲ್ವಿಚಾರಣೆ ಮಾಡಬೇಕು ಎಂದು ಹೇಳಿದ್ದಾರೆ. <box>320 1568 644 1660</box>
a12-body: ವಾಷಿಂಗ್ಟನ್: ಇರಾನ್‌ನಿಂದ ವಿದೇಶಗಳಿಗೆ ತೈಲ ಸಾಗಣೆ ಮಾಡುವಲ್ಲಿ ಭಾಗಿಯಾಗಿದೆ ಎಂಬ ಆರೋಪದ ಮೇಲೆ ಭಾರತದ ಹಡಗು ಸೇವಾ ಸಂಸ್ಥೆ ಸೇರಿದಂತೆ ಹಲವು ಕಂಪನಿಗಳ ಮೇಲೆ ಅಮೆರಿಕ ನಿರ್ಬಂಧ ವಿಧಿಸಿದೆ. ಇರಾನ್‌ನ ತೈಲ ವ್ಯಾಪಾರದಿಂದ ಬರುವ ಆದಾಯವನ್ನು ತಡೆಯುವ ಉದ್ದೇಶದಿಂದ ಈ ಕ್ರಮ ಕೈಗೊಳ್ಳಲಾಗಿದೆ. ಇರಾನ್ ಇಸ್ರೇಲ್ ಮೇಲೆ ನಡೆಸಿದ ಕ್ಷಿಪಣಿ ದಾಳಿಯ ಬಳಿಕ ಅಮೆರಿಕವು ಈ ಕ್ರಮ ಕೈಗೊಂಡಿದೆ. ಮುಂಬೈ ಮೂಲದ ಗ್ಯಾಬ್ಬರೋ ಶಿಪ್ ಸರ್ವೀಸಸ್ ಸಂಸ್ಥೆಯ ಮೇಲೆ ನಿರ್ಬಂಧ ಹೇರಲಾಗಿದೆ. ಈ ಸಂಸ್ಥೆಯು ಇರಾನ್‌ನ ತೈಲ ಸಾಗಣೆಗೆ ಸಹಕರಿಸಿದೆ ಎಂದು ಅಮೆರಿಕ ಹೇಳಿದೆ. ಅಮೆರಿಕದ ಖಜಾನೆ ಇಲಾಖೆ ಈ ಬಗ್ಗೆ ಹೇಳಿಕೆ ಬಿಡುಗಡೆ ಮಾಡಿದೆ. ನಿರ್ಬಂಧದ ಅನ್ವಯ ಅಮೆರಿಕದಲ್ಲಿರುವ ಸಂಸ್ಥೆಯ ಆಸ್ತಿಗಳನ್ನು ಸ್ಥಗಿತಗೊಳಿಸಲಾಗುವುದು. ಅಮೆರಿಕದ ಪ್ರಜೆಗಳು ಈ ಸಂಸ್ಥೆಗಳೊಂದಿಗೆ ವ್ಯವಹಾರ ನಡೆಸುವುದನ್ನು ನಿಷೇಧಿಸಲಾಗಿದೆ. ಸಂಸ್ಥೆಯು 50% ಕ್ಕೂ ಅಧಿಕ ಹಡಗುಗಳನ್ನು ನಿರ್ವಹಿಸುತ್ತಿದೆ ಎಂದು ವರದಿಯಾಗಿದೆ. ಇರಾನ್‌ನ ತೈಲ ಮಾರಾಟದಿಂದ ಬರುವ ಆದಾಯ ಭಯೋತ್ಪಾದಕ ಚಟುವಟಿಕೆಗಳಿಗೆ ಬಳಕೆಯಾಗುತ್ತದೆ ಎಂದು ಅಮೆರಿಕ ಆರೋಪಿಸಿದೆ. <box>830 2063 1094 2281</box>
a3-caption: ಜಾಗತಿಕ ಹಸಿವು ಸೂಚ್ಯಂಕದಲ್ಲಿ ಭಾರತಕ್ಕೆ 105ನೇ ಸ್ಥಾನ <box>1230 776 1506 832</box>
modi-photo <box>320 1359 644 1562</box>
a3-headline: ಕುಕ್ಕರ್‌ನೊಂದಿಗೆ ಮದುವೆಯಾದ ಯುವಕ <box>1230 102 1459 159</box>
paper-name-1: ಸಂಜೆ <box>1283 12 1330 45</box>
a7-kicker: ವಿವಿಧ ಕೋನಗಳಿಂದ ಪೊಲೀಸರಿಂದ ತನಿಖೆ ಆರಂಭ <box>320 538 943 582</box>
a7-body-far: ಬಳ್ಳಾರಿ ಶೂಟರ್‌ಗಳನ್ನು ಬಂಧಿಸಲಾಗಿದೆ ಎಂದು ತಿಳಿಸಿದ್ದಾರೆ. ಮಹಾರಾಷ್ಟ್ರ ಮುಖ್ಯಮಂತ್ರಿ ಮತ್ತು ಪ್ರಕಾಶ್ ಶಿಂಧೆ ತೀವ್ರ ಆಘಾತ ವ್ಯಕ್ತಪಡಿಸಿದ್ದಾರೆ. ಅವರಲ್ಲಿ ಬಿಷ್ಣೋಯ್ ಉತ್ತರ ಪ್ರದೇಶದವನೆಂದು ಮತ್ತು ಇನ್ನೊಬ್ಬ ಹರಿಯಾಣದವನು ಎಂದು ಗುರುತಿಸಲಾಗಿದೆ. ಈ ಘಟನೆ ತೀವ್ರ ವಿಷಾದನೀಯವಾಗಿದೆ ಎಂದು ಶಿಂಧೆ ಹೇಳಿದ್ದಾರೆ. ಸಿದ್ದಿಕಿ ಮೇಲೆ ಹಲ್ಲೆ ನಡೆಸಿದವರ ವಿರುದ್ಧ ಕಠಿಣ ಕ್ರಮ ಕೈಗೊಳ್ಳಲಾಗುವುದು ಎಂದು ಸಿಎಂ ಭರವಸೆ ನೀಡಿದ್ದಾರೆ. ಕಾನೂನು ಮತ್ತು ಸುವ್ಯವಸ್ಥೆ ಕಾಪಾಡುವುದು ಮುಖ್ಯ ಮತ್ತು ಪೊಲೀಸರು ಕಠಿಣ ಕ್ರಮ ಕೈಗೊಳ್ಳುತ್ತಾರೆ. ಈ ಹತ್ಯೆ ರಾಜ್ಯ ರಾಜಕೀಯದಲ್ಲಿ ಸಂಚಲನ ಮೂಡಿಸಿದೆ. ಮುಂಬೈನಲ್ಲಿ ಸುರಕ್ಷತೆ ಮತ್ತು ಶಾಂತಿಯನ್ನು ಮರುಸ್ಥಾಪಿಸುವ ನಿಟ್ಟಿನಲ್ಲಿ ಸರ್ಕಾರ ತಕ್ಷಣ ಕ್ರಮ ಕೈಗೊಳ್ಳಬೇಕು ಎಂದು ಒತ್ತಾಯಿಸಲಾಗಿದೆ. ಪ್ರಕರಣದ ಹೆಚ್ಚಿನ ತನಿಖೆಗಾಗಿ ವಿಶೇಷ ತಂಡ ರಚಿಸಲಾಗಿದೆ. ಸಿದ್ದಿಕಿ ಅವರ ಅಂತ್ಯಕ್ರಿಯೆ ಇಂದು ನಡೆಯಲಿದೆ ಎಂದು ಕುಟುಂಬ ಮೂಲಗಳು ತಿಳಿಸಿವೆ. <box>898 675 1219 813</box>
crime-scene-photo <box>269 672 892 1068</box>
a2-headline: ರಾಕೆಟ್ ಉಡಾವಣೆಗಾಗಿ ರಷ್ಯಾಕ್ಕೆ ಉಪಗ್ರಹಗಳನ್ನು ಕಳುಹಿಸಿದ ಇರಾನ್ <box>818 103 1215 172</box>
header-section-title <box>18 6 309 63</box>
a8-body-left: ನವದೆಹಲಿ: ಸಾರ್ವಜನಿಕ ಸೇವೆಯಲ್ಲಿ ಉತ್ತರದಾಯಿತ್ವಕ್ಕೆ ಆದ್ಯತೆ ನೀಡಿ, ಸರ್ಕಾರಿ ನೌಕರರ ಕಾರ್ಯಕ್ಷಮತೆಯನ್ನು ಮೌಲ್ಯಮಾಪನ ಮಾಡುವಂತೆ ಪ್ರಧಾನಿ ನರೇಂದ್ರ ಮೋದಿ ಅವರು ಕೇಂದ್ರ ಕಾರ್ಯದರ್ಶಿಗಳಿಗೆ ಸೂಚಿಸಿದ್ದಾರೆ ಎಂದು ವರದಿಯಾಗಿದೆ. ಸಾರ್ವಜನಿಕ ಸೇವೆಯಲ್ಲಿ ಪ್ರಾಮಾಣಿಕತೆ ಮತ್ತು ದಕ್ಷತೆಯನ್ನು ಖಚಿತಪಡಿಸಿಕೊಳ್ಳಲು ಹಕ್ಕನ್ನು ಸರ್ಕಾರಕ್ಕೆ ನೀಡುವ ನಿಯಮಗಳ ಅಡಿಯಲ್ಲಿ ಈ ಮೌಲ್ಯಮಾಪನವನ್ನು ಮಾಡಬೇಕು ಎಂದು ಸೂಚನೆ ನೀಡಿದ್ದಾರೆ. ಸಚಿವಾಲಯಗಳು ಮತ್ತು ಇಲಾಖೆಗಳ ಕಾರ್ಯದರ್ಶಿಗಳು ನಿಯಮಿತವಾಗಿ ಪರಿಶೀಲನೆ ನಡೆಸಿ ಕಳಂಕಿತ ನೌಕರರನ್ನು ಗುರುತಿಸಬೇಕು. ವರದಿಗಳ ಪ್ರಕಾರ, ಹರಿಯಾಣ ವಿಧಾನಸಭಾ ಚುನಾವಣೆಯಲ್ಲಿ ಬಿಜೆಪಿಯ ಅದ್ಭುತ ವಿಜಯದ ಬಳಿಕ ಈ ನಿರ್ಧಾರವನ್ನು ಪ್ರಕಟಿಸಲಾಗಿದೆ. <box>16 1361 308 1484</box>
cooker-marriage-photo <box>1230 566 1521 769</box>
a7-headline: ಮಹಾರಾಷ್ಟ್ರ ಮಾಜಿ ಸಚಿವ ಬಾಬಾ ಸಿದ್ದಿಕಿ ಗುಂಡಿಕ್ಕಿ ಹತ್ಯೆ <box>156 598 1072 658</box>
a10-body: ಚೆನ್ನೈ: ತಮಿಳುನಾಡಿನ ಕವರೈಪೆಟ್ಟೈ ಸಮೀಪ ಮೈಸೂರು-ದರ್ಭಂಗಾ ಭಾಗ್‌ಮತಿ ಎಕ್ಸ್‌ಪ್ರೆಸ್ ರೈಲು ಗೂಡ್ಸ್ ರೈಲಿಗೆ ಡಿಕ್ಕಿ ಹೊಡೆದ ಅಪಘಾತದ ಕುರಿತು ರೈಲ್ವೆ ಸುರಕ್ಷತಾ ಆಯುಕ್ತರು ತನಿಖೆ ಆರಂಭಿಸಿದ್ದಾರೆ. ಶುಕ್ರವಾರ ರಾತ್ರಿ ನಡೆದ ಈ ಅಪಘಾತದಲ್ಲಿ 19 ಜನ ಗಾಯಗೊಂಡಿದ್ದಾರೆ. ರೈಲಿನ 13 ಬೋಗಿಗಳು ಹಳಿ ತಪ್ಪಿದ್ದು, ಮೂರು ಬೋಗಿಗಳು ಬೆಂಕಿಗೆ ಆಹುತಿಯಾಗಿವೆ. ಅಪಘಾತದ ನಂತರ ಸಂಚಾರ ಸ್ಥಗಿತಗೊಂಡಿದ್ದ ಮಾರ್ಗದಲ್ಲಿ ಶನಿವಾರ ಸಂಜೆ ರೈಲು ಸಂಚಾರ ಪುನರಾರಂಭಗೊಂಡಿದೆ. ಸಿಗ್ನಲಿಂಗ್ ವ್ಯವಸ್ಥೆಯಲ್ಲಿನ ದೋಷದಿಂದ ಪ್ಯಾಸೆಂಜರ್ ರೈಲು ಲೂಪ್ ಲೈನ್‌ಗೆ ಪ್ರವೇಶಿಸಿ ನಿಂತಿದ್ದ ಗೂಡ್ಸ್ ರೈಲಿಗೆ ಡಿಕ್ಕಿ ಹೊಡೆದಿದೆ ಎನ್ನಲಾಗಿದೆ. ರೈಲಿನಲ್ಲಿ 1,800 ಪ್ರಯಾಣಿಕರು ಇದ್ದರು. ಇದು ಮಾನವ ದೋಷವೇ ಅಥವಾ ತಾಂತ್ರಿಕ ದೋಷವೇ ಎಂಬುದನ್ನು ತನಿಖೆ ನಿರ್ಧರಿಸಲಿದೆ. ಗಾಯಾಳುಗಳನ್ನು ಸಮೀಪದ ಆಸ್ಪತ್ರೆಗಳಿಗೆ ದಾಖಲಿಸಲಾಗಿದ್ದು, ಅವರ ಸ್ಥಿತಿ ಸ್ಥಿರವಾಗಿದೆ. ದಕ್ಷಿಣ ರೈಲ್ವೆ ಪ್ರಯಾಣಿಕರಿಗೆ ಪರ್ಯಾಯ ವ್ಯವಸ್ಥೆ ಕಲ್ಪಿಸಿದೆ. ಪ್ರಯಾಣಿಕರನ್ನು ವಿಶೇಷ ರೈಲಿನಲ್ಲಿ ಕಳುಹಿಸಲಾಗಿದೆ. ಈ ಬಗ್ಗೆ ಮಾಹಿತಿ ನೀಡಿದ ಅಧಿಕಾರಿಗಳು, ಹಳಿ ದುರಸ್ತಿ ಕಾರ್ಯ ಪೂರ್ಣಗೊಂಡಿದೆ ಎಂದಿದ್ದಾರೆ. ಅಪಘಾತಕ್ಕೆ ನಿಖರ ಕಾರಣ ತನಿಖೆಯ ನಂತರವೇ ತಿಳಿಯಲಿದೆ ಎಂದು ರೈಲ್ವೆ ಅಧಿಕಾರಿಗಳು ತಿಳಿಸಿದ್ದಾರೆ. <box>178 1711 1219 1770</box>
a4-body: ಲಂಡನ್: ಬೇರೆ ಬೇರೆ ದೇಶಗಳು ಎದುರಿಸುತ್ತಿರುವ ಹಸಿವಿನ ಪ್ರಮಾಣವನ್ನು ಆಳೆಯುವ ಜಾಗತಿಕ ಹಸಿವು ಸೂಚ್ಯಂಕದಲ್ಲಿ ಭಾರತ 105ನೇ ಸ್ಥಾನದಲ್ಲಿದೆ. ವಿಶ್ವದ 127 ದೇಶಗಳ ಪೈಕಿ ಭಾರತಕ್ಕೆ 105ನೇ ಸ್ಥಾನ ದೊರೆತಿದೆ. ಇದಲ್ಲದೆ ಬಡತನ ಹಾಗೂ ಆಹಾರ ಅಭದ್ರತೆಯ ಸಮಸ್ಯೆಗಳಿಂದಾಗಿ ಭಾರತವು ಗಂಭೀರ ವರ್ಗದಲ್ಲಿದೆ. ಈ ಸಮೀಕ್ಷೆಯನ್ನು ಅಂತರರಾಷ್ಟ್ರೀಯ ಸಂಸ್ಥೆಗಳು ನಡೆಸಿವೆ. 2024ನೇ ಸಾಲಿನ ವರದಿಯನ್ನು ಐರಿಷ್ ಕನ್ಸರ್ನ್ ವರ್ಲ್ಡ್‌ವೈಡ್ ಮತ್ತು ಜರ್ಮನಿಯ ವೆಲ್ಟ್‌ಹಂಗರ್‌ಹಿಲ್ಫ್ ಸಂಸ್ಥೆಗಳು ಪ್ರಕಟಿಸಿವೆ. ಭಾರತದ ಸ್ಕೋರ್ 27.3 ರಷ್ಟಿದ್ದು ಗಂಭೀರ ಹಂತದಲ್ಲಿದೆ. ನೆರೆಯ ರಾಷ್ಟ್ರಗಳಾದ ಶ್ರೀಲಂಕಾ, ನೇಪಾಳ ಮತ್ತು ಬಾಂಗ್ಲಾದೇಶ ಉತ್ತಮ ಸ್ಥಾನದಲ್ಲಿವೆ. ಐದು ವರ್ಷದೊಳಗಿನ ಮಕ್ಕಳ ಪೈಕಿ 35.5 ರಷ್ಟು ಕುಂಠಿತ ಬೆಳವಣಿಗೆಯನ್ನು ಹೊಂದಿದ್ದು, 18.7 ಪ್ರತಿಶತ ಕೃಶ ಬೆಳವಣಿಗೆಯಿಂದ ಬಳಲುತ್ತಿದ್ದಾರೆ. ಭಾರತವು ಪಟ್ಟಿಯಲ್ಲಿ 111ನೇ ಸ್ಥಾನ ಪಡೆದಿತ್ತು. <box>1230 843 1521 998</box>
a8-headline: ಕಳಂಕಿತ ನೌಕರರನ್ನು ವಜಾಗೊಳಿಸುವಂತೆ ಪ್ರಧಾನಿ ನರೇಂದ್ರ ಮೋದಿ ಸೂಚನೆ <box>29 1256 641 1346</box>
a9-body: ನವದೆಹಲಿ: ಹರಿಯಾಣ ವಿಧಾನಸಭೆ ಚುನಾವಣೆಯಲ್ಲಿ ಎದುರಾದ ಅನಿರೀಕ್ಷಿತ ಸೋಲಿನ ಕಾರಣ ಪತ್ತೆ ಮಾಡಲು ಕಾಂಗ್ರೆಸ್ ಮುಂದಾಗಿದ್ದು, ಈ ಕುರಿತು ಶೀಘ್ರವೇ ವರದಿ ತರಿಸಿಕೊಳ್ಳುವುದಾಗಿ ಕಾಂಗ್ರೆಸ್ ಅಧ್ಯಕ್ಷ ಮಲ್ಲಿಕಾರ್ಜುನ ಖರ್ಗೆ ಮಾಹಿತಿ ನೀಡಿದ್ದಾರೆ. ಬೆಂಗಳೂರಿನಲ್ಲಿ ಮಾಧ್ಯಮಗಳೊಂದಿಗೆ ಮಾತನಾಡಿದ ಅವರು, ಹರಿಯಾಣದಲ್ಲಿ ಪಕ್ಷದ ಸೋಲಿನ ಬಗ್ಗೆ ಸಮಗ್ರ ಅವಲೋಕನ ನಡೆಸಲಾಗುವುದು. ಎಲ್ಲಾ ಕಾರಣಗಳನ್ನು ಪರಿಶೀಲಿಸಲು ಸಮಿತಿ ರಚಿಸಲಾಗಿದೆ ಎಂದರು. ಚುನಾವಣಾ ಫಲಿತಾಂಶಗಳ ಬಗ್ಗೆ ಸಮಗ್ರ ವಿಶ್ಲೇಷಣೆ ನಡೆಸಿ ಮುಂದಿನ ಕ್ರಮ ಕೈಗೊಳ್ಳಲಾಗುವುದು. ಸೋಲಿಗೆ ಕಾರಣರಾದವರ ವಿರುದ್ಧ ಕ್ರಮ ಕೈಗೊಳ್ಳಲಾಗುವುದು ಎಂದು ಹೇಳಿದ್ದಾರೆ. ಈ ಬಗ್ಗೆ ಪಕ್ಷದ ನಾಯಕರೊಂದಿಗೆ ಚರ್ಚಿಸಲಾಗುವುದು ಎಂದರು. <box>662 1369 937 1507</box>
svg-text:Jio: Jio <box>377 2168 403 2188</box>
a6-caption: ಶಾಸಕನ ಕಾರ್ ಮೇಲೆ ಗುಂಡಿನ ದಾಳಿ <box>1230 1594 1472 1618</box>
apple-orchard-photo <box>1109 2214 1521 2405</box>
a13-headline: ಹಿಮಾಚಲ ಪ್ರದೇಶದಿಂದ ಸೇಬು ಖರೀದಿಸಬೇಡಿ <box>1147 1910 1482 1996</box>
a11-img-caption: ಸುಮಾರು 15 ಲಕ್ಷ ಗ್ರಾಹಕರು ಜಿಯೋ ಪೇಮೆಂಟ್ಸ್ ಬ್ಯಾಂಕ್ ಲಿಮಿಟೆಡ್ (ಜೆಪಿಬಿಎಲ್) ಉಳಿತಾಯ ಖಾತೆಗಳನ್ನು ತೆರೆದಿದ್ದಾರೆ. ಬ್ಯಾಂಕಿಂಗ್ ಅನುಭವವನ್ನು ಸರಳಗೊಳಿಸಲು ಡಿಜಿಟಲ್ ಸೇವೆಗಳನ್ನು ಒದಗಿಸಲಾಗುತ್ತಿದೆ. <box>269 2304 511 2348</box>
a11-body-left: ಮುಂಬೈ: ಜಿಯೋ ಫೈನಾನ್ಷಿಯಲ್ ಸರ್ವೀಸಸ್ ಲಿಮಿಟೆಡ್ (ಜೆಎಫ್‌ಎಸ್‌ಎಲ್) ತನ್ನ ಪೂರ್ಣ ಪ್ರಮಾಣದ ಜಿಯೋ ಫೈನಾನ್ಸ್ ಅಪ್ಲಿಕೇಷನ್ ಅನ್ನು ಬಿಡುಗಡೆ ಮಾಡಿದೆ. ಈ ಮೂಲಕ ಹಿಂದೆಂದಿಗಿಂತಲೂ ಉತ್ತಮ ಹಣಕಾಸು ಸೇವೆಗಳನ್ನು ಒದಗಿಸಲು ಸಾಧ್ಯವಾಗಲಿದೆ. ಜಿಯೋಫೈನಾನ್ಸ್ ಆಪ್ಲಿಕೇಷನ್ನ ಬೀಟಾ ಆವೃತ್ತಿಯನ್ನು ಸುಮಾರು 4 ತಿಂಗಳ ಹಿಂದೆ, ಅಂದರೆ ಮೇ 30, 2024ರಂದು ಬಿಡುಗಡೆ ಮಾಡಲಾಗಿತ್ತು. ಆರಂಭಿಕ 60 ಲಕ್ಷ ಬಳಕೆದಾರರು ಇದನ್ನು ಡೌನ್‌ಲೋಡ್ ಮಾಡಿದ್ದಾರೆ. ಬಳಕೆದಾರರ ಅಮೂಲ್ಯ ಪ್ರತಿಕ್ರಿಯೆ ಆಧರಿಸಿ ಹೊಸ ಅಪ್ಲಿಕೇಷನ್ ಅಭಿವೃದ್ಧಿಪಡಿಸಲಾಗಿದೆ ಎಂದು ಕಂಪನಿ ಹೇಳಿಕೊಂಡಿದೆ. ಹೊಸ ಆಪ್ ಅನ್ನು ಗೂಗಲ್ ಪ್ಲೇ ಸ್ಟೋರ್, ಆಪಲ್ ಆಪ್ ಸ್ಟೋರ್ ಮತ್ತು ಮೈ ಜಿಯೋದಲ್ಲಿ ಪಡೆಯಬಹುದು. ಜಿಯೋ ಫೈನಾನ್ಷಿಯಲ್ ಸರ್ವೀಸಸ್ ಕಂಪನಿಯ ತನ್ನ ಗ್ರಾಹಕರಿಗೆ ಉತ್ತಮ ಸೇವೆ ನೀಡಲು ಬದ್ಧವಾಗಿದೆ. <box>16 2000 259 2170</box>
a11-headline: ಜಿಯೋ ಫೈನಾನ್ಸ್ ಪೂರ್ಣ ಪ್ರಮಾಣದ ಅಪ್ಲಿಕೇಷನ್ ಬಿಡುಗಡೆ; 60 ಲಕ್ಷ ಬಳಕೆದಾರರಿಂದ ಬೀಟಾ ಆವೃತ್ತಿ ಡೌನ್ ಲೋಡ್ <box>53 1908 779 1989</box>
paper-name-2: ಮುಗಿಲು <box>1376 12 1453 45</box>
